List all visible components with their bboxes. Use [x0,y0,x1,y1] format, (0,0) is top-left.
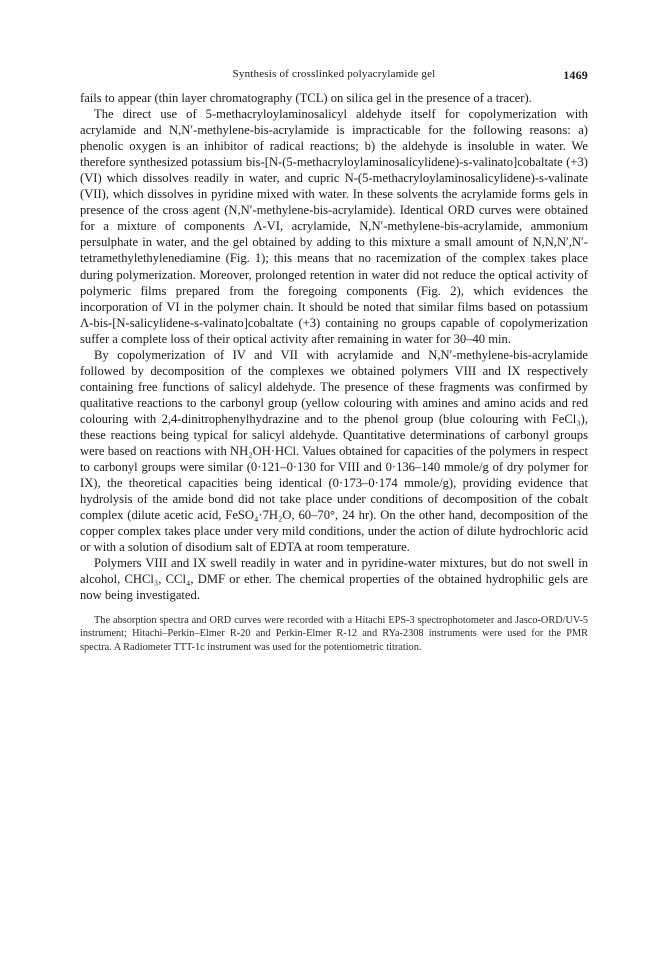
paragraph-continuation: fails to appear (thin layer chromatography (TCL) on silica gel in the presence of a tracer). [80,91,532,105]
journal-page [80,68,588,665]
paragraph-synthesis: The direct use of 5-methacryloylaminosalicyl aldehyde itself for copolymerization with acrylamide and N,N′-methylene-bis-acrylamide is impracticable for the following reasons: a) phenolic oxygen is an inhibitor of radical reactions; b) the aldehyde is insoluble in water. We therefore synthesized potassium bis-[N-(5-methacryloylaminosalicylidene)-s-valinato]cobaltate (+3) (VI) which dissolves readily in water, and cupric N-(5-methacryloylaminosalicylidene)-s-valinate (VII), which dissolves in pyridine mixed with water. In these solvents the acrylamide forms gels in presence of the cross agent (N,N′-methylene-bis-acrylamide). Identical ORD curves were obtained for a mixture of components Λ-VI, acrylamide, N,N′-methylene-bis-acrylamide, ammonium persulphate in water, and the gel obtained by adding to this mixture a small amount of N,N,N′,N′-tetramethylethylenediamine (Fig. 1); this means that no racemization of the complex takes place during polymerization. Moreover, prolonged retention in water did not reduce the optical activity of polymeric films prepared from the foregoing components (Fig. 2), which evidences the incorporation of VI in the polymer chain. It should be noted that similar films based on potassium Λ-bis-[N-salicylidene-s-valinato]cobaltate (+3) containing no groups capable of copolymerization suffer a complete loss of their optical activity after remaining in water for 30–40 min. [80,107,588,346]
body-text [80,90,588,604]
page-header [80,68,588,90]
running-title: Synthesis of crosslinked polyacrylamide gel [232,68,436,80]
instrument-note: The absorption spectra and ORD curves were recorded with a Hitachi EPS-3 spectrophotometer and Jasco-ORD/UV-5 instrument; Hitachi–Perkin–Elmer R-20 and Perkin-Elmer R-12 and RYa-2308 instruments were used for the PMR spectra. A Radiometer TTT-1c instrument was used for the potentiometric titration. [80,614,588,653]
paragraph-swelling: Polymers VIII and IX swell readily in water and in pyridine-water mixtures, but do not swell in alcohol, CHCl₃, CCl₄, DMF or ether. The chemical properties of the obtained hydrophilic gels are now being investigated. [80,556,588,603]
paragraph-copolymerization: By copolymerization of IV and VII with acrylamide and N,N′-methylene-bis-acrylamide followed by decomposition of the complexes we obtained polymers VIII and IX respectively containing free functions of salicyl aldehyde. The presence of these fragments was confirmed by qualitative reactions to the carbonyl group (yellow colouring with amines and amino acids and red colouring with 2,4-dinitrophenylhydrazine and to the phenol group (blue colouring with FeCl₃), these reactions being typical for salicyl aldehyde. Quantitative determinations of carbonyl groups were based on reactions with NH₂OH·HCl. Values obtained for capacities of the polymers in respect to carbonyl groups were similar (0·121–0·130 for VIII and 0·136–140 mmole/g of dry polymer for IX), the theoretical capacities being identical (0·173–0·174 mmole/g), providing evidence that hydrolysis of the amide bond did not take place under conditions of decomposition of the cobalt complex (dilute acetic acid, FeSO₄·7H₂O, 60–70°, 24 hr). On the other hand, decomposition of the copper complex takes place under very mild conditions, under the action of dilute hydrochloric acid or with a solution of disodium salt of EDTA at room temperature. [80,347,588,555]
page-number: 1469 [563,68,588,82]
